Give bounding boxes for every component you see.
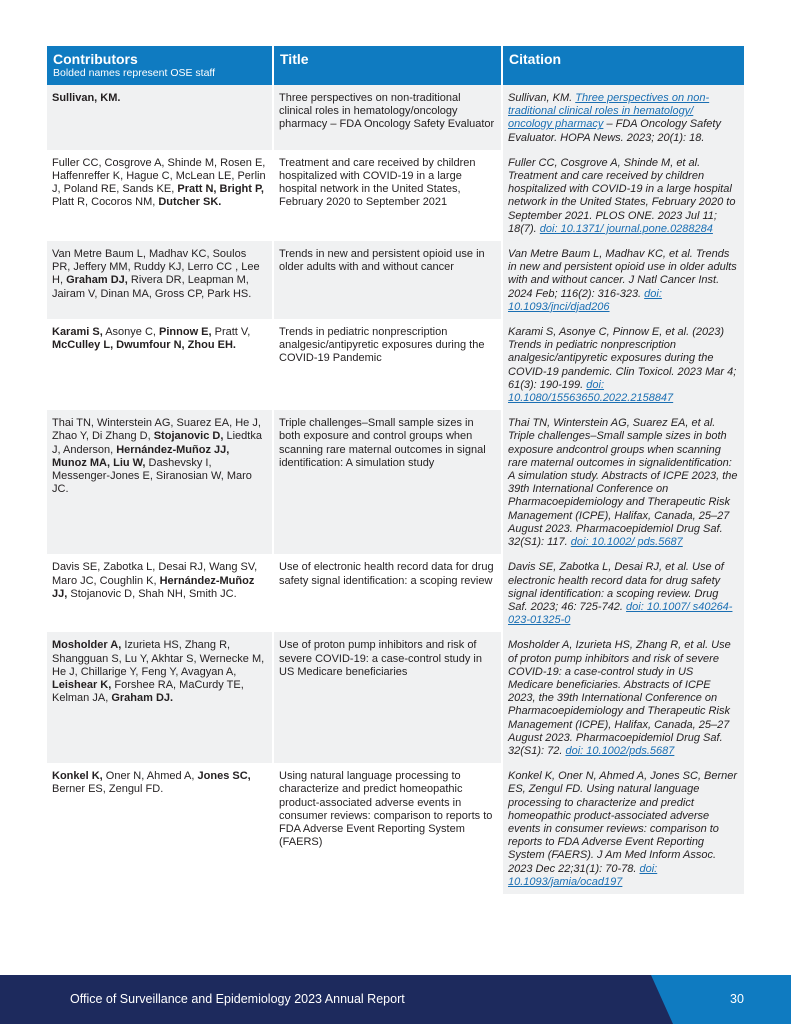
contributor-text: Asonye C,: [102, 326, 160, 339]
citation-cell: [502, 554, 744, 632]
title-cell: Use of electronic health record data for drug safety signal identification: a scoping review: [273, 554, 502, 632]
doi-link[interactable]: doi: 10.1002/ pds.5687: [570, 536, 683, 549]
ose-staff-name: Pinnow E,: [159, 326, 212, 339]
title-cell: Use of proton pump inhibitors and risk of severe COVID-19: a case-control study in US Medicare beneficiaries: [273, 632, 502, 763]
title-cell: Using natural language processing to characterize and predict homeopathic product-associated adverse events in consumer reviews: comparison to reports to FDA Adverse Event Reporting System (FAERS): [273, 763, 502, 894]
contributor-text: Oner N, Ahmed A,: [102, 770, 198, 783]
table-header-row: [47, 46, 744, 85]
table-row: [47, 632, 744, 763]
citation-column-header: [502, 46, 744, 85]
ose-staff-name: McCulley L, Dwumfour N, Zhou EH.: [52, 339, 236, 352]
ose-staff-name: Hernández-Muñoz JJ, Munoz MA, Liu W,: [52, 443, 230, 469]
citation-text: Van Metre Baum L, Madhav KC, et al. Trends in new and persistent opioid use in older adults with and without cancer. J Natl Cancer Inst. 2024 Feb; 116(2): 316-323.: [508, 248, 737, 300]
ose-staff-name: Sullivan, KM.: [52, 92, 121, 104]
contributors-cell: [47, 554, 273, 632]
table-row: [47, 150, 744, 241]
contributors-cell: [47, 632, 273, 763]
contributors-cell: [47, 85, 273, 150]
ose-staff-name: Stojanovic D,: [153, 430, 224, 443]
title-header-label: Title: [280, 51, 309, 67]
title-cell: Three perspectives on non-traditional clinical roles in hematology/oncology pharmacy – FDA Oncology Safety Evaluator: [273, 85, 502, 150]
table-row: [47, 319, 744, 410]
table-row: [47, 241, 744, 319]
ose-staff-name: Graham DJ.: [111, 692, 174, 705]
footer-report-title: Office of Surveillance and Epidemiology 2023 Annual Report: [70, 992, 405, 1006]
ose-staff-name: Hernández-Muñoz JJ,: [52, 574, 255, 600]
title-cell: Trends in pediatric nonprescription analgesic/antipyretic exposures during the COVID-19 Pandemic: [273, 319, 502, 410]
citation-cell: [502, 410, 744, 554]
contributor-text: Stojanovic D, Shah NH, Smith JC.: [67, 587, 237, 600]
citation-text: Davis SE, Zabotka L, Desai RJ, et al. Use of electronic health record data for drug safety signal identification: a scoping review. Drug Saf. 2023; 46: 725-742.: [508, 561, 724, 613]
contributor-text: Van Metre Baum L, Madhav KC, Soulos PR, Jeffery MM, Ruddy KJ, Lerro CC , Lee H,: [52, 248, 260, 287]
ose-staff-name: Graham DJ,: [66, 274, 128, 287]
contributors-cell: [47, 150, 273, 241]
ose-staff-name: Dutcher SK.: [158, 196, 222, 209]
doi-link[interactable]: doi: 10.1007/ s40264-023-01325-0: [508, 600, 733, 627]
contributor-text: Izurieta HS, Zhang R, Shangguan S, Lu Y, Akhtar S, Wernecke M, He J, Chillarige Y, Feng Y, Avagyan A,: [52, 639, 265, 678]
citation-text: Mosholder A, Izurieta HS, Zhang R, et al. Use of proton pump inhibitors and risk of severe COVID-19: a case-control study in US Medicare beneficiaries. Abstracts of ICPE 2023, the 39th International Conference on Pharmacoepidemiology and Therapeutic Risk Management (ICPE), Halifax, Canada, 25–27 August 2023. Pharmacoepidemiol Drug Saf. 32(S1): 72.: [508, 639, 731, 757]
contributor-text: Thai TN, Winterstein AG, Suarez EA, He J, Zhao Y, Di Zhang D,: [52, 417, 261, 443]
ose-staff-name: Jones SC,: [197, 770, 251, 783]
doi-link[interactable]: doi: 10.1080/15563650.2022.2158847: [508, 378, 674, 405]
title-cell: Treatment and care received by children hospitalized with COVID-19 in a large hospital network in the United States, February 2020 to September 2021: [273, 150, 502, 241]
ose-staff-name: Mosholder A,: [52, 639, 122, 652]
citation-cell: [502, 85, 744, 150]
citation-cell: [502, 150, 744, 241]
citation-cell: [502, 632, 744, 763]
ose-staff-name: Leishear K,: [52, 678, 112, 691]
contributor-text: Fuller CC, Cosgrove A, Shinde M, Rosen E, Haffenreffer K, Hague C, McLean LE, Perlin J, Poland RE, Sands KE,: [52, 156, 266, 196]
contributor-text: Dashevsky I, Messenger-Jones E, Siranosian W, Maro JC.: [52, 456, 252, 496]
contributor-text: Davis SE, Zabotka L, Desai RJ, Wang SV, Maro JC, Coughlin K,: [52, 561, 258, 587]
contributors-cell: [47, 319, 273, 410]
contributors-header-label: Contributors: [53, 51, 138, 67]
doi-link[interactable]: doi: 10.1002/pds.5687: [565, 744, 675, 757]
citation-text: Konkel K, Oner N, Ahmed A, Jones SC, Berner ES, Zengul FD. Using natural language processing to characterize and predict homeopathic product-associated adverse events in consumer reviews: comparison to reports to FDA Adverse Event Reporting System (FAERS). J Am Med Inform Assoc. 2023 Dec 22;31(1): 70-78.: [508, 770, 738, 875]
table-row: [47, 410, 744, 554]
doi-link[interactable]: doi: 10.1371/ journal.pone.0288284: [539, 222, 713, 235]
ose-staff-name: Pratt N, Bright P,: [177, 183, 264, 196]
contributors-cell: [47, 410, 273, 554]
publications-table-body: [47, 85, 744, 894]
citation-cell: [502, 319, 744, 410]
citation-text: Fuller CC, Cosgrove A, Shinde M, et al. Treatment and care received by children hospitalized with COVID-19 in a large hospital network in the United States, February 2020 to September 2021. PLOS ONE. 2023 Jul 11; 18(7).: [508, 156, 736, 235]
footer-accent: [651, 975, 791, 1024]
doi-link[interactable]: Three perspectives on non-traditional clinical roles in hematology/ oncology pharmacy: [508, 92, 710, 131]
table-row: [47, 554, 744, 632]
contributors-column-header: [47, 46, 273, 85]
citation-text: Sullivan, KM.: [508, 92, 576, 104]
doi-link[interactable]: doi: 10.1093/jamia/ocad197: [508, 862, 658, 888]
title-cell: Triple challenges–Small sample sizes in both exposure and control groups when scanning rare maternal outcomes in signal identification: A simulation study: [273, 410, 502, 554]
contributors-cell: [47, 763, 273, 894]
contributor-text: Platt R, Cocoros NM,: [52, 196, 159, 209]
citation-cell: [502, 763, 744, 894]
contributors-cell: [47, 241, 273, 319]
page-number: 30: [730, 992, 744, 1006]
table-row: [47, 85, 744, 150]
contributor-text: Pratt V,: [211, 326, 251, 339]
citation-header-label: Citation: [509, 51, 562, 67]
contributor-text: Liedtka J, Anderson,: [52, 430, 262, 456]
citation-text: – FDA Oncology Safety Evaluator. HOPA News. 2023; 20(1): 18.: [508, 118, 721, 144]
title-cell: Trends in new and persistent opioid use in older adults with and without cancer: [273, 241, 502, 319]
publications-table: [47, 46, 744, 894]
contributors-header-note: Bolded names represent OSE staff: [53, 67, 216, 79]
doi-link[interactable]: doi: 10.1093/jnci/djad206: [508, 287, 662, 313]
contributor-text: Forshee RA, MaCurdy TE, Kelman JA,: [52, 678, 244, 705]
ose-staff-name: Karami S,: [52, 326, 103, 339]
citation-cell: [502, 241, 744, 319]
contributor-text: Berner ES, Zengul FD.: [52, 783, 164, 796]
citation-text: Thai TN, Winterstein AG, Suarez EA, et al. Triple challenges–Small sample sizes in both exposure andcontrol groups when scanning rare maternal outcomes in signalidentification: A simulation study. Abstracts of ICPE 2023, the 39th International Conference on Pharmacoepidemiology and Therapeutic Risk Management (ICPE), Halifax, Canada, 25–27 August 2023. Pharmacoepidemiol Drug Saf. 32(S1): 117.: [508, 417, 738, 549]
title-column-header: [273, 46, 502, 85]
citation-text: Karami S, Asonye C, Pinnow E, et al. (2023) Trends in pediatric nonprescription analgesic/antipyretic exposures during the COVID-19 pandemic. Clin Toxicol. 2023 Mar 4; 61(3): 190-199.: [508, 326, 737, 391]
contributor-text: Rivera DR, Leapman M, Jairam V, Dinan MA, Gross CP, Park HS.: [52, 274, 252, 300]
table-row: [47, 763, 744, 894]
ose-staff-name: Konkel K,: [52, 770, 103, 783]
